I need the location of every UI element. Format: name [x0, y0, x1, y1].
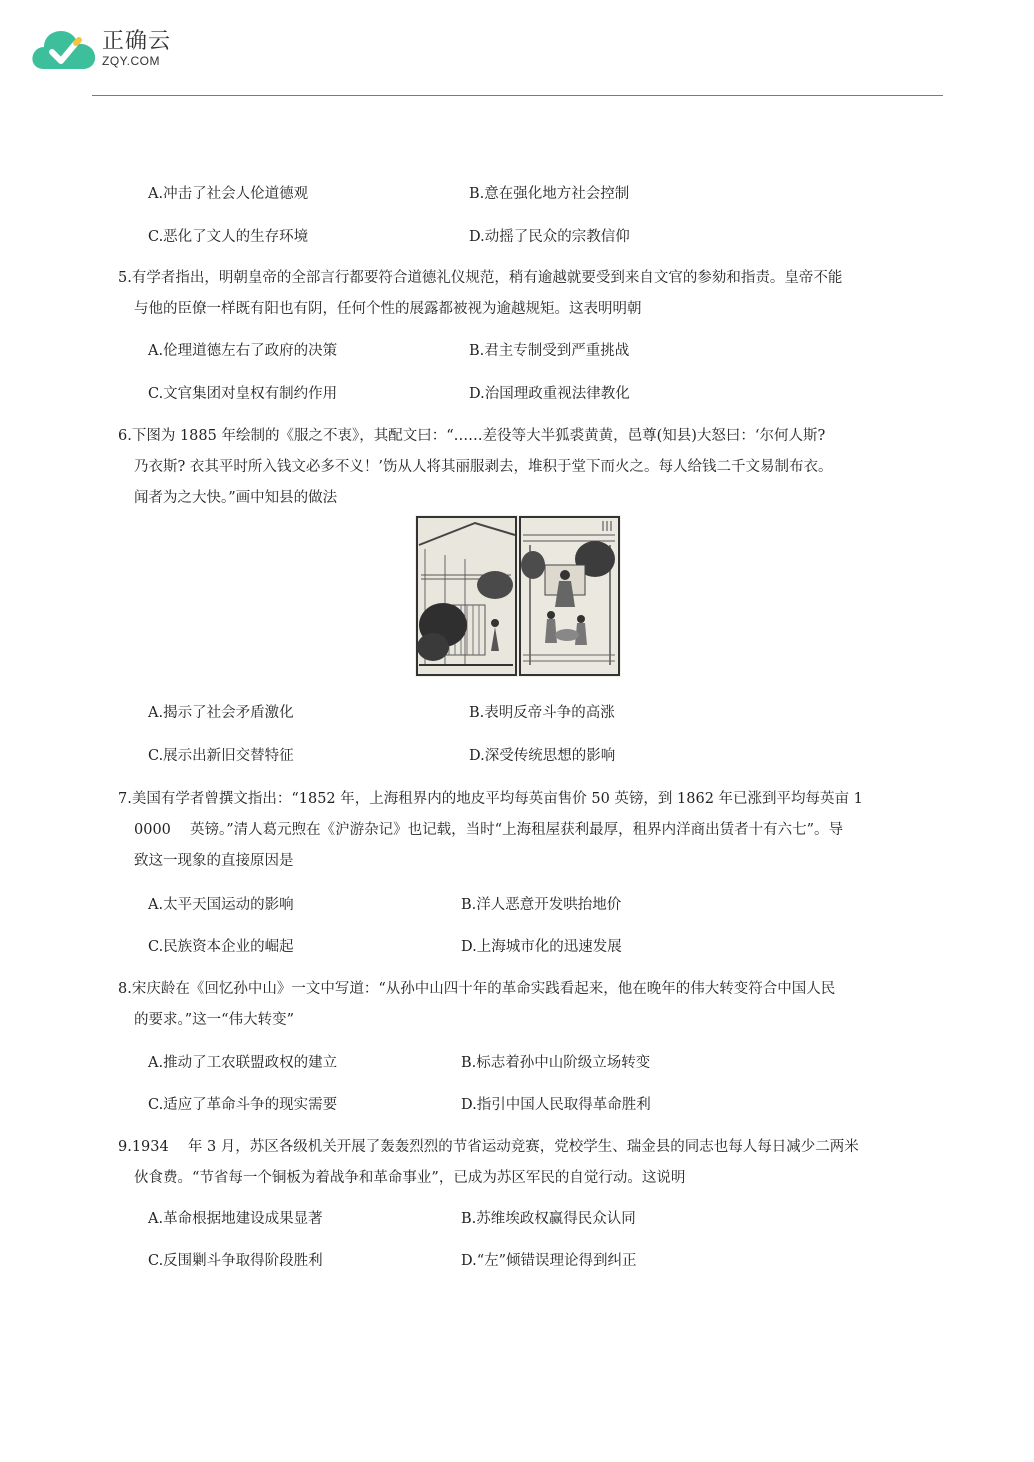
cloud-check-icon — [30, 25, 98, 73]
q9-stem-line: 伙食费。“节省每一个铜板为着战争和革命事业”，已成为苏区军民的自觉行动。这说明 — [134, 1170, 686, 1186]
q6-option-c: C.展示出新旧交替特征 — [148, 748, 294, 764]
q4-option-a: A.冲击了社会人伦道德观 — [148, 186, 309, 202]
q7-option-c: C.民族资本企业的崛起 — [148, 939, 294, 955]
q9-stem — [118, 1132, 908, 1194]
q5-stem-line: 与他的臣僚一样既有阳也有阴，任何个性的展露都被视为逾越规矩。这表明明朝 — [134, 301, 642, 317]
q7-option-a: A.太平天国运动的影响 — [148, 897, 294, 913]
q8-option-d: D.指引中国人民取得革命胜利 — [461, 1097, 651, 1113]
q4-option-c: C.恶化了文人的生存环境 — [148, 229, 309, 245]
q6-option-a: A.揭示了社会矛盾激化 — [148, 705, 294, 721]
q7-stem-line: 7.美国有学者曾撰文指出：“1852 年，上海租界内的地皮平均每英亩售价 50 英镑，到 1862 年已涨到平均每英亩 1 — [118, 791, 863, 807]
q6-stem-line: 乃衣斯? 衣其平时所入钱文必多不义！’饬从人将其丽服剥去，堆积于堂下而火之。每人给钱二千文易制布衣。 — [134, 459, 833, 475]
logo-domain: ZQY.COM — [102, 54, 160, 68]
q6-option-b: B.表明反帝斗争的高涨 — [469, 705, 615, 721]
q8-option-a: A.推动了工农联盟政权的建立 — [148, 1055, 338, 1071]
q8-stem-line: 的要求。”这一“伟大转变” — [134, 1012, 294, 1028]
q5-option-a: A.伦理道德左右了政府的决策 — [148, 343, 338, 359]
q6-stem-line: 6.下图为 1885 年绘制的《服之不衷》，其配文曰：“……差役等大半狐裘黄黄，邑尊(知县)大怒曰：‘尔何人斯? — [118, 428, 826, 444]
q7-option-d: D.上海城市化的迅速发展 — [461, 939, 622, 955]
q9-option-a: A.革命根据地建设成果显著 — [148, 1211, 323, 1227]
q6-option-d: D.深受传统思想的影响 — [469, 748, 616, 764]
woodcut-illustration — [415, 515, 621, 677]
logo-title: 正确云 — [102, 29, 172, 54]
q5-stem-line: 5.有学者指出，明朝皇帝的全部言行都要符合道德礼仪规范，稍有逾越就要受到来自文官的参劾和指责。皇帝不能 — [118, 270, 843, 286]
q7-stem-line: 致这一现象的直接原因是 — [134, 853, 294, 869]
q7-stem — [118, 784, 908, 877]
q9-option-c: C.反围剿斗争取得阶段胜利 — [148, 1253, 323, 1269]
q6-stem-line: 闻者为之大快。”画中知县的做法 — [134, 490, 338, 506]
q9-stem-line: 9.1934 年 3 月，苏区各级机关开展了轰轰烈烈的节省运动竞赛，党校学生、瑞金县的同志也每人每日减少二两米 — [118, 1139, 859, 1155]
q7-option-b: B.洋人恶意开发哄抬地价 — [461, 897, 622, 913]
q6-stem — [118, 421, 908, 514]
q8-stem — [118, 974, 908, 1036]
q5-option-b: B.君主专制受到严重挑战 — [469, 343, 630, 359]
q4-option-b: B.意在强化地方社会控制 — [469, 186, 630, 202]
header-divider — [92, 95, 943, 96]
logo — [30, 24, 171, 74]
q8-stem-line: 8.宋庆龄在《回忆孙中山》一文中写道：“从孙中山四十年的革命实践看起来，他在晚年的伟大转变符合中国人民 — [118, 981, 836, 997]
q5-option-c: C.文官集团对皇权有制约作用 — [148, 386, 338, 402]
q8-option-b: B.标志着孙中山阶级立场转变 — [461, 1055, 651, 1071]
q5-option-d: D.治国理政重视法律教化 — [469, 386, 630, 402]
q8-option-c: C.适应了革命斗争的现实需要 — [148, 1097, 338, 1113]
q7-stem-line: 0000 英镑。”清人葛元煦在《沪游杂记》也记载，当时“上海租屋获利最厚，租界内洋商出赁者十有六七”。导 — [134, 822, 843, 838]
q9-option-d: D.“左”倾错误理论得到纠正 — [461, 1253, 637, 1269]
q9-option-b: B.苏维埃政权赢得民众认同 — [461, 1211, 636, 1227]
q4-option-d: D.动摇了民众的宗教信仰 — [469, 229, 630, 245]
q5-stem — [118, 263, 908, 325]
